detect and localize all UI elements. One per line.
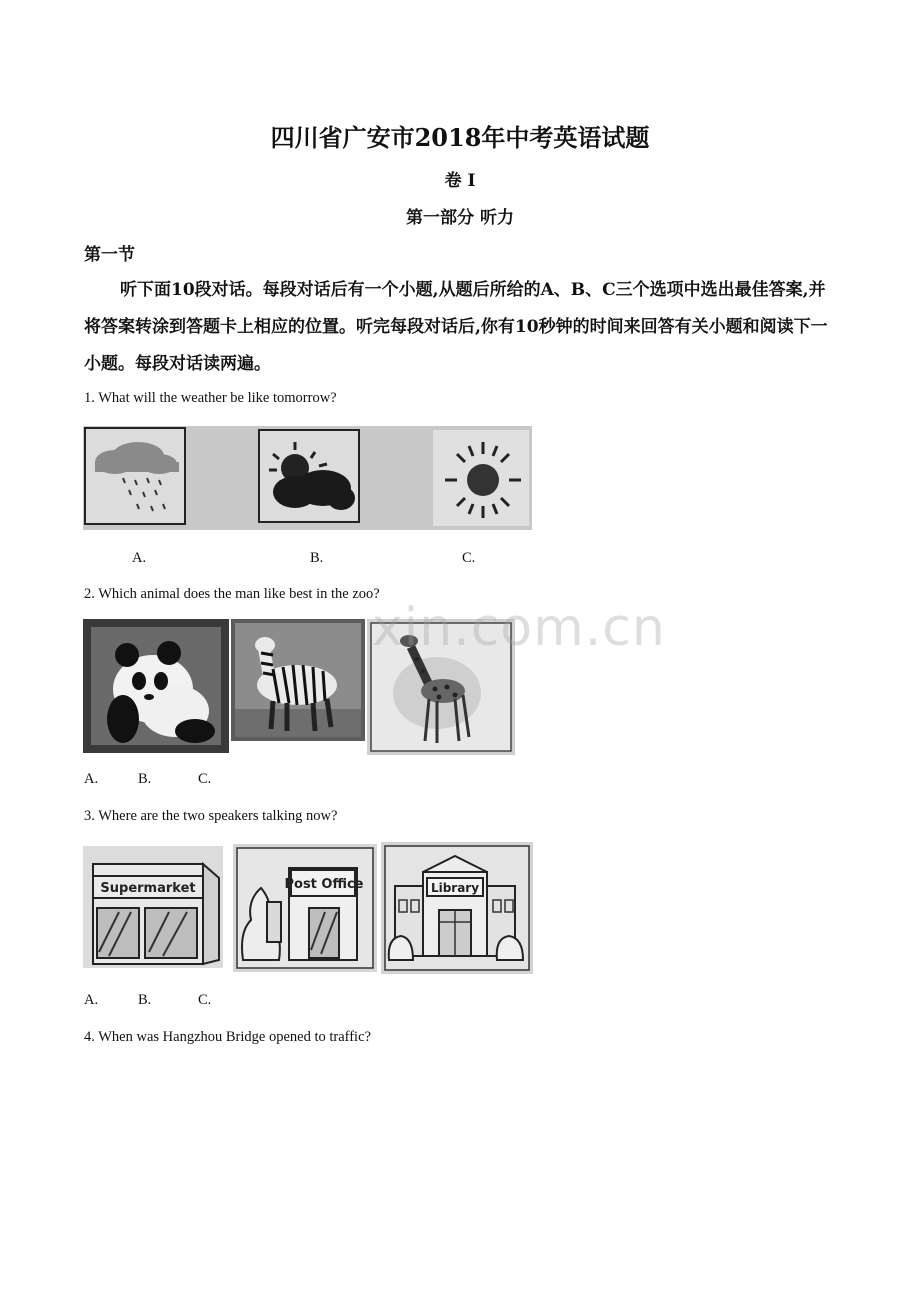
option-b-label: B.	[138, 992, 152, 1008]
post-office-drawing	[233, 844, 377, 972]
library-sign: Library	[430, 881, 480, 895]
question-1: 1. What will the weather be like tomorrow?	[84, 390, 337, 406]
question-1-pictures	[83, 426, 532, 530]
option-a-label: A.	[84, 771, 99, 787]
library-drawing	[381, 842, 533, 974]
question-3: 3. Where are the two speakers talking now?	[84, 808, 338, 824]
volume-label: 卷 I	[444, 171, 476, 191]
option-a-label: A.	[132, 550, 147, 566]
question-3-pictures	[83, 842, 533, 974]
post-office-sign: Post Office	[284, 877, 364, 892]
zebra-photo	[231, 619, 365, 741]
sun-behind-cloud-icon	[259, 430, 359, 522]
instructions: 听下面10段对话。每段对话后有一个小题,从题后所给的A、B、C三个选项中选出最佳答案,并将答案转涂到答题卡上相应的位置。听完每段对话后,你有10秒钟的时间来回答有关小题和阅读下一小题。每段对话读两遍。	[84, 280, 828, 374]
panda-photo	[83, 619, 229, 753]
watermark: xin.com.cn	[372, 598, 666, 658]
option-b-label: B.	[310, 550, 324, 566]
part-heading: 第一部分 听力	[406, 208, 514, 228]
supermarket-sign: Supermarket	[100, 881, 196, 896]
rain-cloud-icon	[85, 428, 185, 524]
option-b-label: B.	[138, 771, 152, 787]
option-c-label: C.	[198, 992, 212, 1008]
option-a-label: A.	[84, 992, 99, 1008]
page-title: 四川省广安市2018年中考英语试题	[270, 123, 650, 152]
section-heading: 第一节	[84, 245, 135, 265]
question-2: 2. Which animal does the man like best in the zoo?	[84, 586, 380, 602]
question-4: 4. When was Hangzhou Bridge opened to traffic?	[84, 1029, 371, 1045]
option-c-label: C.	[462, 550, 476, 566]
option-c-label: C.	[198, 771, 212, 787]
supermarket-drawing	[83, 846, 223, 968]
sun-icon	[433, 430, 529, 526]
